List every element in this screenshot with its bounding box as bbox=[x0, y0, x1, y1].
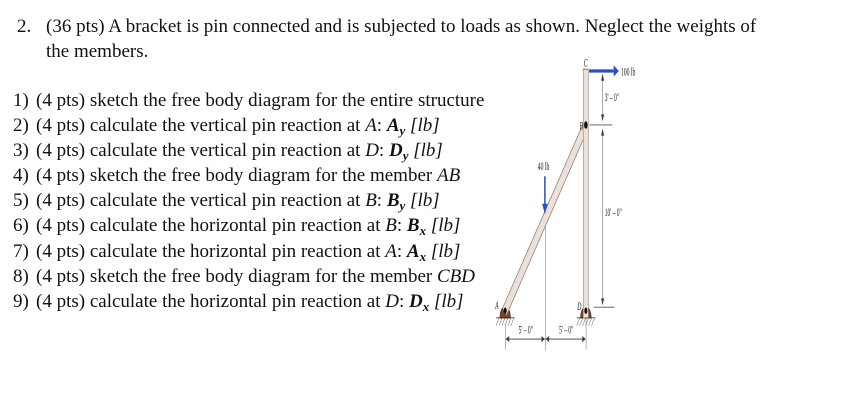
reaction-variable: $B_y$ bbox=[386, 190, 406, 214]
joint-label-d: D bbox=[577, 300, 582, 314]
task-number: 1) bbox=[13, 90, 29, 111]
task-text: (4 pts) calculate the horizontal pin reaction at bbox=[36, 215, 386, 237]
dim-label-left: 5' – 0" bbox=[518, 323, 533, 337]
task-number: 6) bbox=[13, 215, 29, 237]
task-text: (4 pts) calculate the vertical pin reaction at bbox=[36, 115, 366, 137]
task-item-2: 2) (4 pts) calculate the vertical pin reaction at A: $A_y$ [lb] bbox=[13, 115, 440, 139]
dimension-cb bbox=[601, 74, 619, 122]
task-text: (4 pts) calculate the vertical pin reaction at bbox=[36, 190, 366, 212]
task-text: (4 pts) sketch the free body diagram for the entire structure bbox=[36, 90, 485, 111]
task-text: (4 pts) calculate the horizontal pin reaction at bbox=[36, 240, 386, 262]
pin-b bbox=[584, 121, 588, 128]
reaction-variable: $D_y$ bbox=[388, 140, 409, 164]
problem-text: (36 pts) A bracket is pin connected and is subjected to loads as shown. Neglect the weights of the members. bbox=[46, 16, 757, 62]
task-item-3: 3) (4 pts) calculate the vertical pin reaction at D: $D_y$ [lb] bbox=[13, 140, 443, 164]
load-label-100lb: 100 lb bbox=[620, 66, 636, 80]
task-number: 8) bbox=[13, 265, 29, 287]
member-cbd bbox=[583, 69, 588, 318]
joint-ref: A bbox=[385, 240, 397, 262]
task-item-6: 6) (4 pts) calculate the horizontal pin reaction at B: $B_x$ [lb] bbox=[13, 215, 461, 239]
task-item-9: 9) (4 pts) calculate the horizontal pin reaction at D: $D_x$ [lb] bbox=[13, 290, 464, 314]
unit-label: [lb] bbox=[408, 140, 443, 162]
task-item-8 bbox=[13, 264, 484, 289]
task-text: (4 pts) sketch the free body diagram for the member bbox=[36, 265, 437, 287]
dim-label-bd: 10' – 0" bbox=[604, 205, 622, 219]
reaction-variable: $A_x$ bbox=[406, 240, 427, 264]
joint-ref: D bbox=[365, 140, 379, 162]
dimension-left bbox=[506, 324, 545, 343]
task-number: 7) bbox=[13, 240, 29, 262]
pin-d bbox=[584, 308, 587, 314]
unit-label: [lb] bbox=[405, 115, 440, 137]
task-number: 2) bbox=[13, 115, 29, 137]
task-text: (4 pts) sketch the free body diagram for the member bbox=[36, 165, 437, 187]
load-label-40lb: 40 lb bbox=[537, 161, 550, 174]
task-list bbox=[13, 88, 484, 314]
load-arrow-100lb bbox=[589, 65, 636, 79]
reaction-variable: $A_y$ bbox=[386, 115, 406, 139]
problem-number: 2. bbox=[17, 16, 32, 37]
ground-hatch-a bbox=[496, 318, 515, 326]
task-number: 5) bbox=[13, 190, 29, 212]
member-ref: AB bbox=[436, 165, 461, 187]
task-number: 9) bbox=[13, 290, 29, 312]
task-number: 4) bbox=[13, 165, 29, 187]
joint-ref: B bbox=[365, 190, 377, 212]
joint-label-b: B bbox=[579, 120, 584, 134]
unit-label: [lb] bbox=[426, 240, 461, 262]
task-item-7: 7) (4 pts) calculate the horizontal pin reaction at A: $A_x$ [lb] bbox=[13, 240, 461, 264]
dim-label-cb: 3' – 0" bbox=[604, 90, 619, 104]
dim-label-right: 5' – 0" bbox=[558, 323, 574, 337]
unit-label: [lb] bbox=[429, 290, 464, 312]
task-text: (4 pts) calculate the horizontal pin reaction at bbox=[36, 290, 386, 312]
joint-label-a: A bbox=[495, 300, 499, 313]
bracket-diagram bbox=[488, 48, 848, 416]
task-item-4 bbox=[13, 163, 484, 188]
task-number: 3) bbox=[13, 140, 29, 162]
joint-ref: D bbox=[385, 290, 399, 312]
member-ref: CBD bbox=[436, 265, 475, 287]
joint-ref: B bbox=[385, 215, 397, 237]
task-text: (4 pts) calculate the vertical pin reaction at bbox=[36, 140, 366, 162]
task-item-1 bbox=[13, 88, 484, 113]
unit-label: [lb] bbox=[405, 190, 440, 212]
reaction-variable: $B_x$ bbox=[406, 215, 427, 239]
joint-label-c: C bbox=[583, 57, 588, 71]
dimension-right bbox=[546, 324, 586, 343]
dimension-bd bbox=[601, 129, 622, 306]
unit-label: [lb] bbox=[426, 215, 461, 237]
reaction-variable: $D_x$ bbox=[409, 290, 430, 314]
pin-a bbox=[504, 308, 507, 314]
joint-ref: A bbox=[365, 115, 377, 137]
task-item-5: 5) (4 pts) calculate the vertical pin reaction at B: $B_y$ [lb] bbox=[13, 190, 440, 214]
